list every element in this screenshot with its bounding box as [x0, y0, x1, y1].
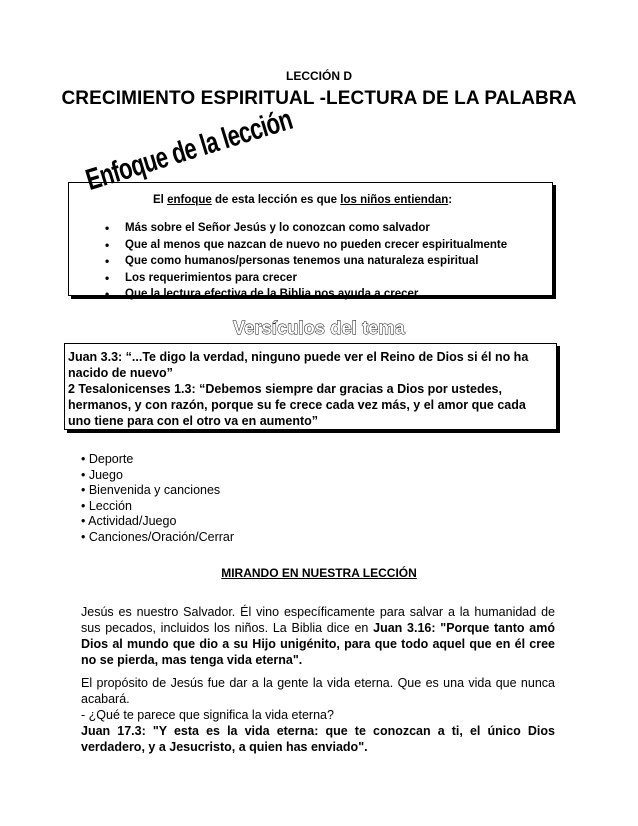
focus-intro	[153, 194, 452, 206]
focus-item-text: Más sobre el Señor Jesús y lo conozcan como salvador	[125, 222, 430, 234]
focus-intro-keyword: enfoque	[167, 194, 212, 206]
focus-item	[69, 270, 507, 287]
paragraph-text: El propósito de Jesús fue dar a la gente la vida eterna. Que es una vida que nunca acabará.	[81, 676, 555, 706]
bullet-icon: •	[105, 270, 110, 285]
lesson-paragraph-1	[81, 604, 555, 668]
focus-intro-suffix: :	[448, 194, 453, 206]
focus-item-text: Que como humanos/personas tenemos una naturaleza espiritual	[125, 255, 479, 267]
schedule-item: • Actividad/Juego	[81, 514, 177, 528]
focus-item-text: Los requerimientos para crecer	[125, 271, 297, 284]
focus-intro-prefix: El	[153, 194, 168, 206]
schedule-item: • Deporte	[81, 452, 134, 466]
schedule-item: • Lección	[81, 498, 132, 513]
schedule-item: • Juego	[81, 467, 123, 482]
schedule-list	[81, 452, 234, 545]
focus-list	[69, 220, 507, 303]
paragraph-text: Jesús es nuestro Salvador. Él vino específicamente para salvar a la humanidad de sus pecados, incluidos los niños. La Biblia dice en	[81, 605, 555, 635]
bullet-icon: •	[105, 221, 110, 235]
question-text: - ¿Qué te parece que significa la vida eterna?	[81, 708, 334, 722]
verses-box	[64, 343, 557, 430]
lesson-title: CRECIMIENTO ESPIRITUAL -LECTURA DE LA PALABRA	[61, 88, 577, 109]
section-title-text: MIRANDO EN NUESTRA LECCIÓN	[221, 566, 417, 580]
schedule-item: • Canciones/Oración/Cerrar	[81, 529, 235, 544]
lesson-paragraph-2	[81, 675, 555, 755]
section-title	[0, 566, 638, 580]
focus-item-text: Que al menos que nazcan de nuevo no pueden crecer espiritualmente	[125, 238, 508, 251]
verse-juan-3-16: Juan 3.16: "Porque tanto amó Dios al mundo que dio a su Hijo unigénito, para que todo aquel que en él cree no se pierda, mas tenga vida eterna".	[81, 621, 556, 667]
bullet-icon: •	[105, 254, 110, 268]
focus-item	[69, 237, 507, 254]
bullet-icon: •	[105, 287, 110, 301]
lesson-number: LECCIÓN D	[286, 69, 352, 83]
verse-2-tesalonicenses-1-3: 2 Tesalonicenses 1.3: “Debemos siempre dar gracias a Dios por ustedes, hermanos, y con razón, porque su fe crece cada vez más, y el amor que cada uno tiene para con el otro va en aumento”	[68, 382, 526, 428]
verse-juan-3-3: Juan 3.3: “...Te digo la verdad, ninguno puede ver el Reino de Dios si él no ha nacido de nuevo”	[68, 350, 529, 380]
focus-intro-keyword-2: los niños entiendan	[340, 194, 449, 206]
focus-item	[69, 253, 507, 270]
focus-item-text: Que la lectura efectiva de la Biblia nos ayuda a crecer	[125, 288, 419, 300]
focus-item	[69, 286, 507, 303]
schedule-item: • Bienvenida y canciones	[81, 483, 221, 497]
verse-juan-17-3: Juan 17.3: "Y esta es la vida eterna: que te conozcan a ti, el único Dios verdadero, y a Jesucristo, a quien has enviado".	[81, 724, 555, 754]
focus-box	[68, 182, 553, 301]
verses-heading: Versículos del tema	[233, 318, 405, 338]
focus-heading: Enfoque de la lección	[81, 101, 296, 197]
focus-intro-middle: de esta lección es que	[211, 194, 341, 206]
bullet-icon: •	[105, 237, 110, 252]
focus-item	[69, 220, 507, 237]
